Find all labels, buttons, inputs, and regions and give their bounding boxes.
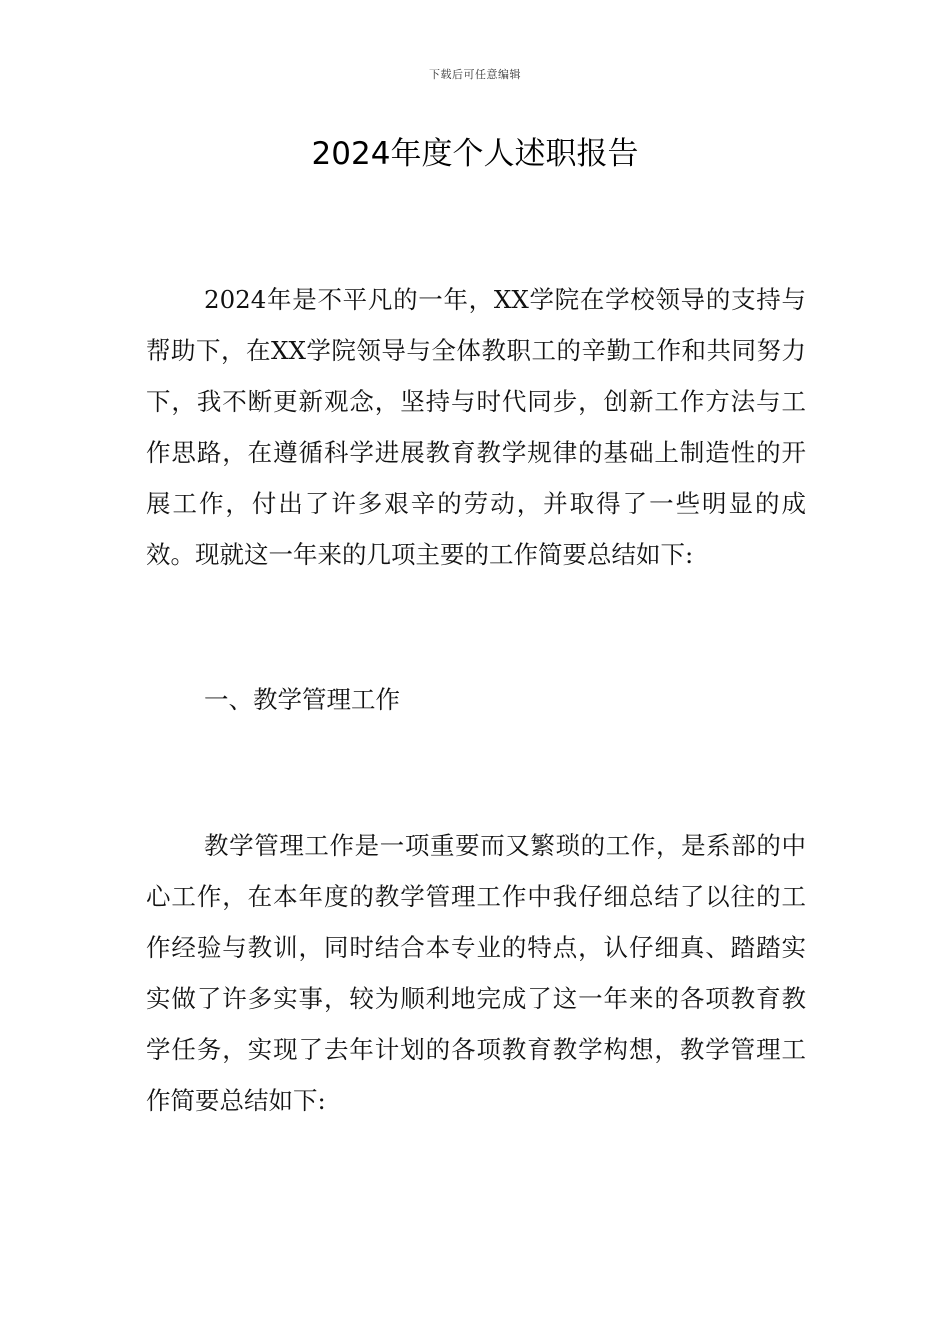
header-note: 下载后可任意编辑 — [429, 68, 521, 81]
document-title: 2024年度个人述职报告 — [311, 136, 639, 172]
body-paragraph: 教学管理工作是一项重要而又繁琐的工作，是系部的中心工作，在本年度的教学管理工作中我仔细总结了以往的工作经验与教训，同时结合本专业的特点，认仔细真、踏踏实实做了许多实事，较为顺利地完成了这一年来的各项教育教学任务，实现了去年计划的各项教育教学构想，教学管理工作简要总结如下: — [146, 831, 806, 1115]
section-heading: 一、教学管理工作 — [204, 685, 400, 714]
intro-paragraph: 2024年是不平凡的一年，XX学院在学校领导的支持与帮助下，在XX学院领导与全体教职工的辛勤工作和共同努力下，我不断更新观念，坚持与时代同步，创新工作方法与工作思路，在遵循科学进展教育教学规律的基础上制造性的开展工作，付出了许多艰辛的劳动，并取得了一些明显的成效。现就这一年来的几项主要的工作简要总结如下: — [146, 285, 806, 569]
